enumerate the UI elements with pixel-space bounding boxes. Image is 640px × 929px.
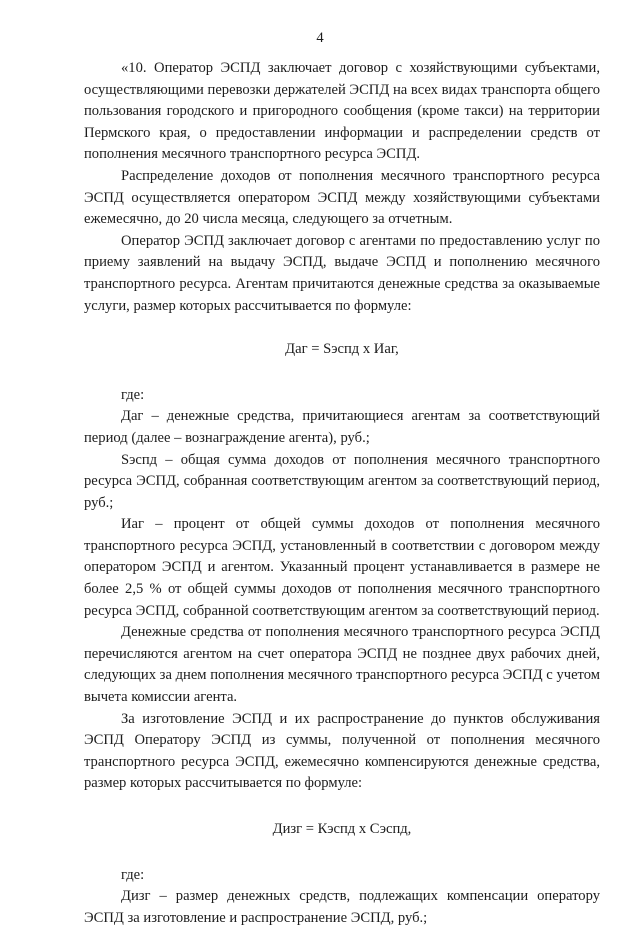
formula-agent-fee: Даг = Sэспд х Иаг, bbox=[285, 341, 399, 358]
paragraph-clause-10: «10. Оператор ЭСПД заключает договор с хозяйствующими субъектами, осуществляющими перевозки держателей ЭСПД на всех видах транспорта общего пользования городского и пригородного сообщения (кроме такси) на территории Пермского края, о предоставлении информации и распределении средств от пополнения месячного транспортного ресурса ЭСПД. bbox=[84, 60, 600, 163]
where-label: где: bbox=[121, 866, 145, 883]
definition-iag: Иаг – процент от общей суммы доходов от пополнения месячного транспортного ресурса ЭСПД, установленный в соответствии с договором между оператором ЭСПД и агентом. Указанный процент устанавливается в размере не более 2,5 % от общей суммы доходов от пополнения месячного транспортного ресурса ЭСПД, собранной соответствующим агентом за соответствующий период. bbox=[84, 516, 600, 619]
page-number: 4 bbox=[316, 30, 324, 46]
paragraph-revenue-distribution: Распределение доходов от пополнения месячного транспортного ресурса ЭСПД осуществляется оператором ЭСПД между хозяйствующими субъектами ежемесячно, до 20 числа месяца, следующего за отчетным. bbox=[84, 167, 600, 228]
where-label: где: bbox=[121, 386, 145, 403]
definition-sespd: Sэспд – общая сумма доходов от пополнения месячного транспортного ресурса ЭСПД, собранная соответствующим агентом за соответствующий период, руб.; bbox=[84, 451, 600, 511]
definition-dag: Даг – денежные средства, причитающиеся агентам за соответствующий период (далее – вознаграждение агента), руб.; bbox=[84, 408, 600, 446]
document-body bbox=[84, 58, 600, 929]
definition-dizg: Дизг – размер денежных средств, подлежащих компенсации оператору ЭСПД за изготовление и распространение ЭСПД, руб.; bbox=[84, 888, 600, 926]
paragraph-compensation: За изготовление ЭСПД и их распространение до пунктов обслуживания ЭСПД Оператору ЭСПД из суммы, полученной от пополнения месячного транспортного ресурса ЭСПД, ежемесячно компенсируются денежные средства, размер которых рассчитывается по формуле: bbox=[84, 710, 600, 792]
paragraph-transfer: Денежные средства от пополнения месячного транспортного ресурса ЭСПД перечисляются агентом на счет оператора ЭСПД не позднее двух рабочих дней, следующих за днем пополнения месячного транспортного ресурса ЭСПД с учетом вычета комиссии агента. bbox=[84, 624, 600, 706]
formula-production-cost: Дизг = Кэспд х Сэспд, bbox=[272, 821, 412, 837]
paragraph-agent-contract: Оператор ЭСПД заключает договор с агентами по предоставлению услуг по приему заявлений на выдачу ЭСПД, выдаче ЭСПД и пополнению месячного транспортного ресурса. Агентам причитаются денежные средства за оказываемые услуги, размер которых рассчитывается по формуле: bbox=[84, 232, 600, 314]
